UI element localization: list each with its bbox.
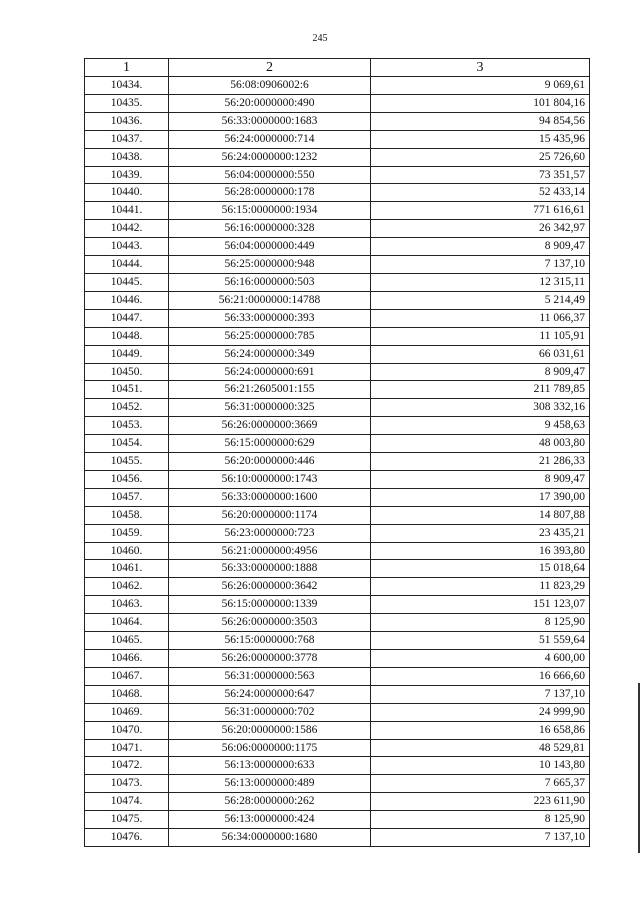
row-number-cell: 10441. <box>85 202 169 220</box>
cadastral-number-cell: 56:33:0000000:1888 <box>169 560 371 578</box>
table-row <box>85 363 590 381</box>
row-number-cell: 10451. <box>85 381 169 399</box>
cadastral-number-cell: 56:26:0000000:3778 <box>169 650 371 668</box>
cadastral-number-cell: 56:24:0000000:1232 <box>169 148 371 166</box>
value-cell: 8 909,47 <box>371 363 590 381</box>
table-row <box>85 685 590 703</box>
cadastral-number-cell: 56:06:0000000:1175 <box>169 739 371 757</box>
table-row <box>85 238 590 256</box>
row-number-cell: 10447. <box>85 309 169 327</box>
row-number-cell: 10456. <box>85 470 169 488</box>
row-number-cell: 10460. <box>85 542 169 560</box>
table-row <box>85 721 590 739</box>
table-row <box>85 524 590 542</box>
table-row <box>85 614 590 632</box>
table-row <box>85 435 590 453</box>
cadastral-number-cell: 56:28:0000000:262 <box>169 793 371 811</box>
value-cell: 8 125,90 <box>371 614 590 632</box>
value-cell: 48 003,80 <box>371 435 590 453</box>
value-cell: 17 390,00 <box>371 488 590 506</box>
table-row <box>85 829 590 847</box>
column-header-3: 3 <box>371 59 590 77</box>
row-number-cell: 10476. <box>85 829 169 847</box>
column-header-1: 1 <box>85 59 169 77</box>
row-number-cell: 10470. <box>85 721 169 739</box>
table-row <box>85 202 590 220</box>
table-row <box>85 345 590 363</box>
value-cell: 9 069,61 <box>371 77 590 95</box>
cadastral-number-cell: 56:31:0000000:325 <box>169 399 371 417</box>
table-row <box>85 739 590 757</box>
cadastral-number-cell: 56:26:0000000:3669 <box>169 417 371 435</box>
table-row <box>85 578 590 596</box>
row-number-cell: 10472. <box>85 757 169 775</box>
value-cell: 7 665,37 <box>371 775 590 793</box>
cadastral-number-cell: 56:21:0000000:4956 <box>169 542 371 560</box>
table-row <box>85 453 590 471</box>
value-cell: 771 616,61 <box>371 202 590 220</box>
table-row <box>85 488 590 506</box>
cadastral-number-cell: 56:15:0000000:629 <box>169 435 371 453</box>
row-number-cell: 10463. <box>85 596 169 614</box>
table-row <box>85 184 590 202</box>
cadastral-number-cell: 56:15:0000000:768 <box>169 632 371 650</box>
value-cell: 94 854,56 <box>371 112 590 130</box>
value-cell: 211 789,85 <box>371 381 590 399</box>
column-header-2: 2 <box>169 59 371 77</box>
table-row <box>85 112 590 130</box>
table-body <box>85 77 590 847</box>
cadastral-number-cell: 56:21:2605001:155 <box>169 381 371 399</box>
cadastral-number-cell: 56:21:0000000:14788 <box>169 291 371 309</box>
value-cell: 11 066,37 <box>371 309 590 327</box>
table-row <box>85 148 590 166</box>
table-row <box>85 560 590 578</box>
row-number-cell: 10466. <box>85 650 169 668</box>
table-row <box>85 166 590 184</box>
value-cell: 9 458,63 <box>371 417 590 435</box>
cadastral-number-cell: 56:20:0000000:490 <box>169 94 371 112</box>
table-row <box>85 220 590 238</box>
cadastral-number-cell: 56:24:0000000:647 <box>169 685 371 703</box>
cadastral-number-cell: 56:34:0000000:1680 <box>169 829 371 847</box>
row-number-cell: 10453. <box>85 417 169 435</box>
cadastral-number-cell: 56:15:0000000:1934 <box>169 202 371 220</box>
cadastral-number-cell: 56:33:0000000:393 <box>169 309 371 327</box>
registry-table <box>84 58 590 847</box>
value-cell: 24 999,90 <box>371 703 590 721</box>
value-cell: 14 807,88 <box>371 506 590 524</box>
row-number-cell: 10464. <box>85 614 169 632</box>
row-number-cell: 10440. <box>85 184 169 202</box>
cadastral-number-cell: 56:20:0000000:446 <box>169 453 371 471</box>
table-row <box>85 506 590 524</box>
value-cell: 23 435,21 <box>371 524 590 542</box>
row-number-cell: 10445. <box>85 273 169 291</box>
cadastral-number-cell: 56:20:0000000:1174 <box>169 506 371 524</box>
row-number-cell: 10467. <box>85 667 169 685</box>
cadastral-number-cell: 56:16:0000000:328 <box>169 220 371 238</box>
row-number-cell: 10442. <box>85 220 169 238</box>
value-cell: 8 125,90 <box>371 811 590 829</box>
cadastral-number-cell: 56:16:0000000:503 <box>169 273 371 291</box>
table-row <box>85 596 590 614</box>
row-number-cell: 10462. <box>85 578 169 596</box>
row-number-cell: 10435. <box>85 94 169 112</box>
cadastral-number-cell: 56:26:0000000:3642 <box>169 578 371 596</box>
cadastral-number-cell: 56:13:0000000:424 <box>169 811 371 829</box>
table-row <box>85 309 590 327</box>
row-number-cell: 10436. <box>85 112 169 130</box>
row-number-cell: 10437. <box>85 130 169 148</box>
cadastral-number-cell: 56:33:0000000:1683 <box>169 112 371 130</box>
row-number-cell: 10468. <box>85 685 169 703</box>
value-cell: 16 393,80 <box>371 542 590 560</box>
table-row <box>85 757 590 775</box>
row-number-cell: 10458. <box>85 506 169 524</box>
cadastral-number-cell: 56:10:0000000:1743 <box>169 470 371 488</box>
value-cell: 21 286,33 <box>371 453 590 471</box>
table-row <box>85 650 590 668</box>
cadastral-number-cell: 56:25:0000000:948 <box>169 256 371 274</box>
value-cell: 66 031,61 <box>371 345 590 363</box>
table-row <box>85 130 590 148</box>
table-row <box>85 256 590 274</box>
cadastral-number-cell: 56:28:0000000:178 <box>169 184 371 202</box>
value-cell: 12 315,11 <box>371 273 590 291</box>
cadastral-number-cell: 56:31:0000000:702 <box>169 703 371 721</box>
cadastral-number-cell: 56:25:0000000:785 <box>169 327 371 345</box>
cadastral-number-cell: 56:24:0000000:691 <box>169 363 371 381</box>
table-row <box>85 94 590 112</box>
cadastral-number-cell: 56:31:0000000:563 <box>169 667 371 685</box>
table-row <box>85 273 590 291</box>
value-cell: 5 214,49 <box>371 291 590 309</box>
table-row <box>85 381 590 399</box>
row-number-cell: 10439. <box>85 166 169 184</box>
value-cell: 25 726,60 <box>371 148 590 166</box>
row-number-cell: 10469. <box>85 703 169 721</box>
table-row <box>85 77 590 95</box>
value-cell: 11 823,29 <box>371 578 590 596</box>
row-number-cell: 10473. <box>85 775 169 793</box>
row-number-cell: 10438. <box>85 148 169 166</box>
row-number-cell: 10450. <box>85 363 169 381</box>
value-cell: 52 433,14 <box>371 184 590 202</box>
row-number-cell: 10459. <box>85 524 169 542</box>
value-cell: 16 658,86 <box>371 721 590 739</box>
value-cell: 223 611,90 <box>371 793 590 811</box>
row-number-cell: 10443. <box>85 238 169 256</box>
table-row <box>85 793 590 811</box>
cadastral-number-cell: 56:04:0000000:550 <box>169 166 371 184</box>
row-number-cell: 10448. <box>85 327 169 345</box>
row-number-cell: 10465. <box>85 632 169 650</box>
value-cell: 308 332,16 <box>371 399 590 417</box>
row-number-cell: 10475. <box>85 811 169 829</box>
row-number-cell: 10452. <box>85 399 169 417</box>
table-row <box>85 291 590 309</box>
row-number-cell: 10474. <box>85 793 169 811</box>
table-row <box>85 327 590 345</box>
table-row <box>85 667 590 685</box>
table-row <box>85 632 590 650</box>
table-row <box>85 703 590 721</box>
row-number-cell: 10446. <box>85 291 169 309</box>
table-header-row <box>85 59 590 77</box>
table-row <box>85 399 590 417</box>
value-cell: 51 559,64 <box>371 632 590 650</box>
table-row <box>85 470 590 488</box>
row-number-cell: 10454. <box>85 435 169 453</box>
cadastral-number-cell: 56:20:0000000:1586 <box>169 721 371 739</box>
value-cell: 16 666,60 <box>371 667 590 685</box>
value-cell: 48 529,81 <box>371 739 590 757</box>
cadastral-number-cell: 56:24:0000000:349 <box>169 345 371 363</box>
page-number: 245 <box>312 33 328 44</box>
row-number-cell: 10455. <box>85 453 169 471</box>
row-number-cell: 10461. <box>85 560 169 578</box>
value-cell: 7 137,10 <box>371 685 590 703</box>
table-row <box>85 811 590 829</box>
cadastral-number-cell: 56:33:0000000:1600 <box>169 488 371 506</box>
table-row <box>85 775 590 793</box>
row-number-cell: 10471. <box>85 739 169 757</box>
value-cell: 11 105,91 <box>371 327 590 345</box>
value-cell: 7 137,10 <box>371 829 590 847</box>
cadastral-number-cell: 56:26:0000000:3503 <box>169 614 371 632</box>
row-number-cell: 10434. <box>85 77 169 95</box>
cadastral-number-cell: 56:23:0000000:723 <box>169 524 371 542</box>
table-row <box>85 542 590 560</box>
value-cell: 8 909,47 <box>371 238 590 256</box>
cadastral-number-cell: 56:13:0000000:633 <box>169 757 371 775</box>
value-cell: 4 600,00 <box>371 650 590 668</box>
cadastral-number-cell: 56:13:0000000:489 <box>169 775 371 793</box>
cadastral-number-cell: 56:15:0000000:1339 <box>169 596 371 614</box>
value-cell: 8 909,47 <box>371 470 590 488</box>
value-cell: 101 804,16 <box>371 94 590 112</box>
cadastral-number-cell: 56:24:0000000:714 <box>169 130 371 148</box>
row-number-cell: 10449. <box>85 345 169 363</box>
value-cell: 10 143,80 <box>371 757 590 775</box>
cadastral-number-cell: 56:08:0906002:6 <box>169 77 371 95</box>
row-number-cell: 10444. <box>85 256 169 274</box>
value-cell: 7 137,10 <box>371 256 590 274</box>
cadastral-number-cell: 56:04:0000000:449 <box>169 238 371 256</box>
value-cell: 151 123,07 <box>371 596 590 614</box>
value-cell: 15 018,64 <box>371 560 590 578</box>
value-cell: 15 435,96 <box>371 130 590 148</box>
value-cell: 73 351,57 <box>371 166 590 184</box>
value-cell: 26 342,97 <box>371 220 590 238</box>
table-row <box>85 417 590 435</box>
row-number-cell: 10457. <box>85 488 169 506</box>
